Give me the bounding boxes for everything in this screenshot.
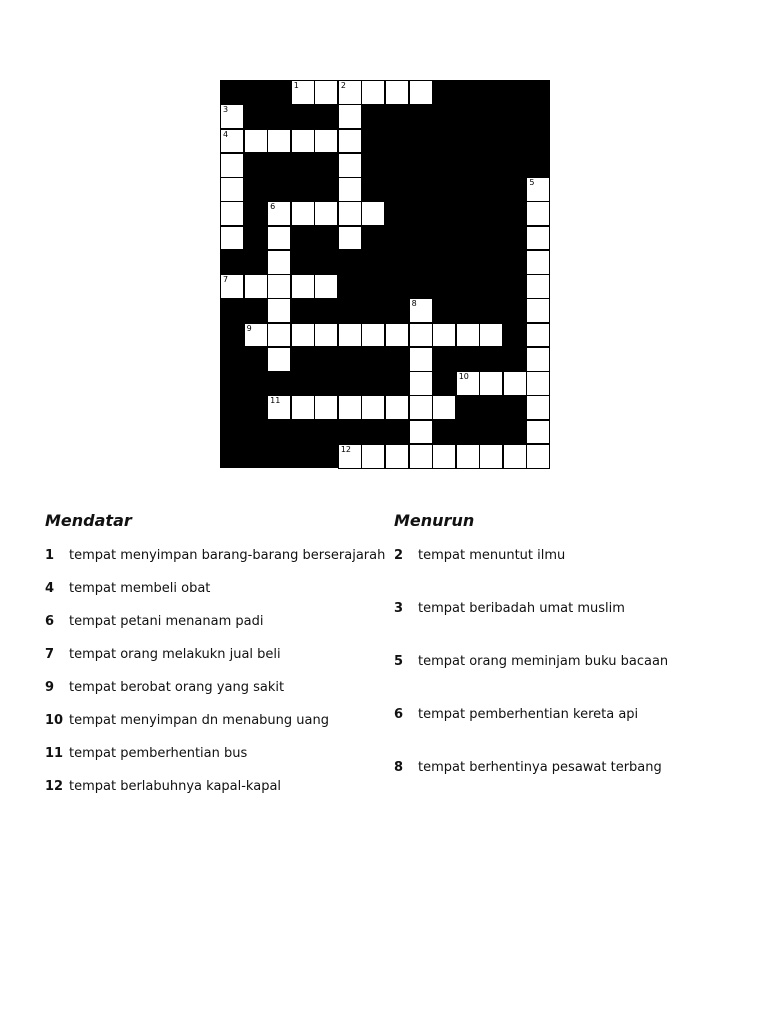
- clue-number: 6: [270, 202, 276, 212]
- crossword-cell[interactable]: [503, 444, 527, 469]
- crossword-cell[interactable]: [338, 226, 362, 251]
- crossword-cell[interactable]: [314, 395, 338, 420]
- crossword-cell[interactable]: [220, 274, 244, 299]
- clue-number-label: 7: [45, 647, 55, 662]
- crossword-cell[interactable]: [526, 177, 550, 202]
- crossword-cell[interactable]: [385, 80, 409, 105]
- crossword-cell[interactable]: [291, 395, 315, 420]
- across-clue: [45, 711, 385, 731]
- crossword-cell[interactable]: [314, 274, 338, 299]
- clue-number-label: 9: [45, 680, 55, 695]
- clue-number: 12: [340, 444, 352, 454]
- clue-number-label: 3: [394, 601, 404, 616]
- crossword-cell[interactable]: [338, 323, 362, 348]
- crossword-cell[interactable]: [244, 274, 268, 299]
- crossword-cell[interactable]: [526, 395, 550, 420]
- clue-number: 7: [223, 275, 229, 284]
- crossword-cell[interactable]: [291, 274, 315, 299]
- down-clue-list: [394, 546, 734, 778]
- crossword-cell[interactable]: [314, 323, 338, 348]
- clue-number-label: 5: [394, 654, 404, 669]
- clue-number: 8: [411, 299, 417, 309]
- crossword-cell[interactable]: [267, 347, 291, 372]
- crossword-cell[interactable]: [267, 395, 291, 420]
- clue-number-label: 10: [45, 713, 64, 728]
- crossword-cell[interactable]: [432, 395, 456, 420]
- down-clue: [394, 546, 734, 566]
- crossword-cell[interactable]: [338, 129, 362, 154]
- across-heading: Mendatar: [45, 511, 132, 530]
- crossword-cell[interactable]: [385, 395, 409, 420]
- crossword-cell[interactable]: [526, 347, 550, 372]
- crossword-cell[interactable]: [267, 274, 291, 299]
- clue-text: tempat beribadah umat muslim: [418, 601, 625, 616]
- crossword-grid: [220, 80, 550, 468]
- clue-number: 5: [529, 178, 535, 187]
- across-clue: [45, 645, 385, 665]
- clue-text: tempat orang meminjam buku bacaan: [418, 654, 669, 669]
- crossword-cell[interactable]: [526, 201, 550, 226]
- clue-number-label: 8: [394, 760, 404, 775]
- clue-number: 4: [223, 129, 229, 139]
- clue-number-label: 1: [45, 548, 55, 563]
- crossword-cell[interactable]: [267, 129, 291, 154]
- crossword-cell[interactable]: [361, 444, 385, 469]
- down-clue: [394, 652, 734, 672]
- crossword-cell[interactable]: [361, 201, 385, 226]
- clue-text: tempat menyimpan barang-barang berserajarah: [69, 548, 386, 563]
- clue-text: tempat orang melakukn jual beli: [69, 647, 281, 662]
- crossword-cell[interactable]: [220, 226, 244, 251]
- crossword-cell[interactable]: [456, 371, 480, 396]
- crossword-cell[interactable]: [220, 201, 244, 226]
- crossword-cell[interactable]: [409, 444, 433, 469]
- clue-text: tempat pemberhentian bus: [69, 746, 248, 761]
- crossword-cell[interactable]: [409, 371, 433, 396]
- crossword-cell[interactable]: [314, 80, 338, 105]
- crossword-cell[interactable]: [220, 177, 244, 202]
- crossword-cell[interactable]: [526, 226, 550, 251]
- crossword-cell[interactable]: [409, 395, 433, 420]
- clue-number-label: 11: [45, 746, 64, 761]
- crossword-cell[interactable]: [267, 201, 291, 226]
- crossword-cell[interactable]: [338, 104, 362, 129]
- clue-number-label: 6: [45, 614, 55, 629]
- crossword-cell[interactable]: [220, 129, 244, 154]
- crossword-cell[interactable]: [314, 201, 338, 226]
- clue-number: 10: [458, 372, 469, 381]
- clue-text: tempat menuntut ilmu: [418, 548, 566, 563]
- crossword-cell[interactable]: [526, 250, 550, 275]
- crossword-cell[interactable]: [503, 371, 527, 396]
- crossword-cell[interactable]: [220, 153, 244, 178]
- across-clue-list: [45, 546, 385, 797]
- down-clue: [394, 705, 734, 725]
- crossword-cell[interactable]: [244, 129, 268, 154]
- crossword-cell[interactable]: [526, 274, 550, 299]
- clue-number-label: 4: [45, 581, 55, 596]
- crossword-cell[interactable]: [409, 323, 433, 348]
- clue-number: 9: [246, 323, 252, 333]
- clue-number-label: 12: [45, 779, 64, 794]
- crossword-cell[interactable]: [479, 323, 503, 348]
- across-clue: [45, 612, 385, 632]
- crossword-cell[interactable]: [526, 298, 550, 323]
- across-clue: [45, 744, 385, 764]
- crossword-cell[interactable]: [456, 444, 480, 469]
- crossword-cell[interactable]: [361, 80, 385, 105]
- crossword-cell[interactable]: [244, 323, 268, 348]
- crossword-cell[interactable]: [526, 420, 550, 445]
- clue-text: tempat menyimpan dn menabung uang: [69, 713, 329, 728]
- crossword-cell[interactable]: [432, 444, 456, 469]
- crossword-cell[interactable]: [385, 444, 409, 469]
- clue-text: tempat petani menanam padi: [69, 614, 264, 629]
- across-clue: [45, 678, 385, 698]
- clue-text: tempat berlabuhnya kapal-kapal: [69, 779, 282, 794]
- across-clues-section: [45, 510, 385, 810]
- crossword-cell[interactable]: [267, 298, 291, 323]
- clue-number-label: 6: [394, 707, 404, 722]
- crossword-cell[interactable]: [409, 347, 433, 372]
- down-clue: [394, 599, 734, 619]
- across-clue: [45, 546, 385, 566]
- crossword-cell[interactable]: [267, 250, 291, 275]
- across-clue: [45, 579, 385, 599]
- crossword-cell[interactable]: [291, 201, 315, 226]
- crossword-cell[interactable]: [432, 323, 456, 348]
- crossword-cell[interactable]: [456, 323, 480, 348]
- clue-number: 2: [340, 81, 346, 90]
- crossword-cell[interactable]: [409, 420, 433, 445]
- crossword-cell[interactable]: [291, 129, 315, 154]
- crossword-cell[interactable]: [361, 395, 385, 420]
- across-clue: [45, 777, 385, 797]
- crossword-cell[interactable]: [338, 444, 362, 469]
- clue-number: 1: [293, 81, 299, 90]
- crossword-cell[interactable]: [267, 226, 291, 251]
- crossword-cell[interactable]: [361, 323, 385, 348]
- crossword-cell[interactable]: [291, 323, 315, 348]
- clue-text: tempat berhentinya pesawat terbang: [418, 760, 662, 775]
- crossword-cell[interactable]: [526, 323, 550, 348]
- crossword-cell[interactable]: [338, 201, 362, 226]
- crossword-cell[interactable]: [409, 298, 433, 323]
- crossword-cell[interactable]: [267, 323, 291, 348]
- crossword-cell[interactable]: [409, 80, 433, 105]
- crossword-cell[interactable]: [479, 371, 503, 396]
- crossword-cell[interactable]: [479, 444, 503, 469]
- down-heading: Menurun: [394, 511, 475, 530]
- down-clue: [394, 758, 734, 778]
- down-clues-section: [394, 510, 734, 811]
- crossword-cell[interactable]: [314, 129, 338, 154]
- clue-text: tempat pemberhentian kereta api: [418, 707, 639, 722]
- crossword-cell[interactable]: [385, 323, 409, 348]
- crossword-cell[interactable]: [338, 80, 362, 105]
- crossword-cell[interactable]: [526, 371, 550, 396]
- clue-text: tempat membeli obat: [69, 581, 211, 596]
- crossword-cell[interactable]: [291, 80, 315, 105]
- clue-number-label: 2: [394, 548, 404, 563]
- crossword-cell[interactable]: [338, 395, 362, 420]
- crossword-cell[interactable]: [526, 444, 550, 469]
- crossword-cell[interactable]: [220, 104, 244, 129]
- clue-text: tempat berobat orang yang sakit: [69, 680, 285, 695]
- crossword-cell[interactable]: [338, 153, 362, 178]
- crossword-cell[interactable]: [338, 177, 362, 202]
- clue-number: 11: [270, 396, 281, 406]
- clue-number: 3: [223, 105, 229, 115]
